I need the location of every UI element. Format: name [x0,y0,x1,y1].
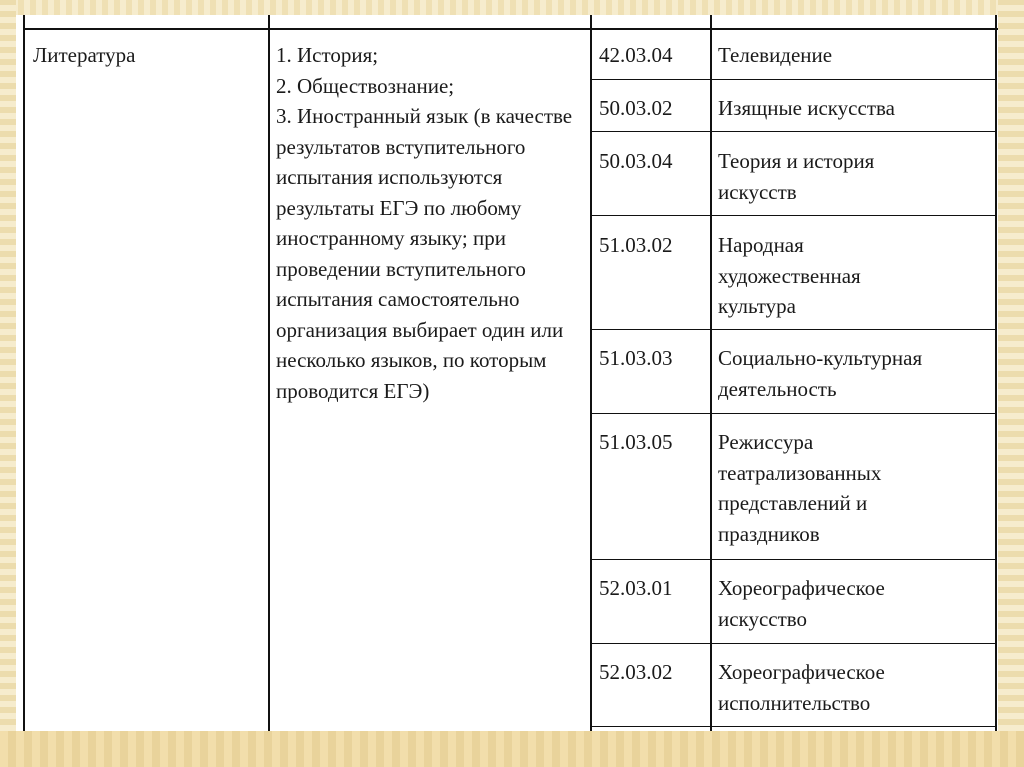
column-divider-3 [710,15,712,731]
slide-frame-left [0,0,16,767]
row-separator [590,726,997,727]
column-divider-1 [268,15,270,731]
code-cell: 50.03.02 [599,96,673,120]
code-cell: 42.03.04 [599,43,673,67]
row-separator [590,79,997,80]
code-cell: 51.03.03 [599,346,673,370]
program-name-cell: Хореографическое исполнительство [718,660,885,715]
code-cell: 50.03.04 [599,149,673,173]
program-name-cell: Режиссура театрализованных представлений и праздников [718,430,882,546]
code-cell: 52.03.02 [599,660,673,684]
row-separator [590,643,997,644]
program-name-cell: Народная художественная культура [718,233,861,318]
slide-frame-top [0,0,1024,15]
document-table [16,15,998,731]
program-name-cell: Теория и история искусств [718,149,875,204]
program-name-cell: Телевидение [718,43,833,67]
column-divider-2 [590,15,592,731]
table-top-border [24,28,998,30]
subject-cell: Литература [33,43,136,67]
row-separator [590,215,997,216]
row-separator [590,131,997,132]
slide-frame-right [998,0,1024,767]
program-name-cell: Изящные искусства [718,96,895,120]
table-right-border [995,15,997,731]
row-separator [590,559,997,560]
requirements-cell: 1. История; 2. Обществознание; 3. Иностранный язык (в качестве результатов вступительного испытания используются результаты ЕГЭ по любому иностранному языку; при проведении вступительного испытания самостоятельно организация выбирает один или несколько языков, по которым проводится ЕГЭ) [276,43,573,403]
program-name-cell: Хореографическое искусство [718,576,885,631]
slide-frame-bottom [0,731,1024,767]
code-cell: 51.03.02 [599,233,673,257]
table-left-border [23,15,25,731]
program-name-cell: Социально-культурная деятельность [718,346,923,401]
code-cell: 51.03.05 [599,430,673,454]
row-separator [590,413,997,414]
code-cell: 52.03.01 [599,576,673,600]
row-separator [590,329,997,330]
